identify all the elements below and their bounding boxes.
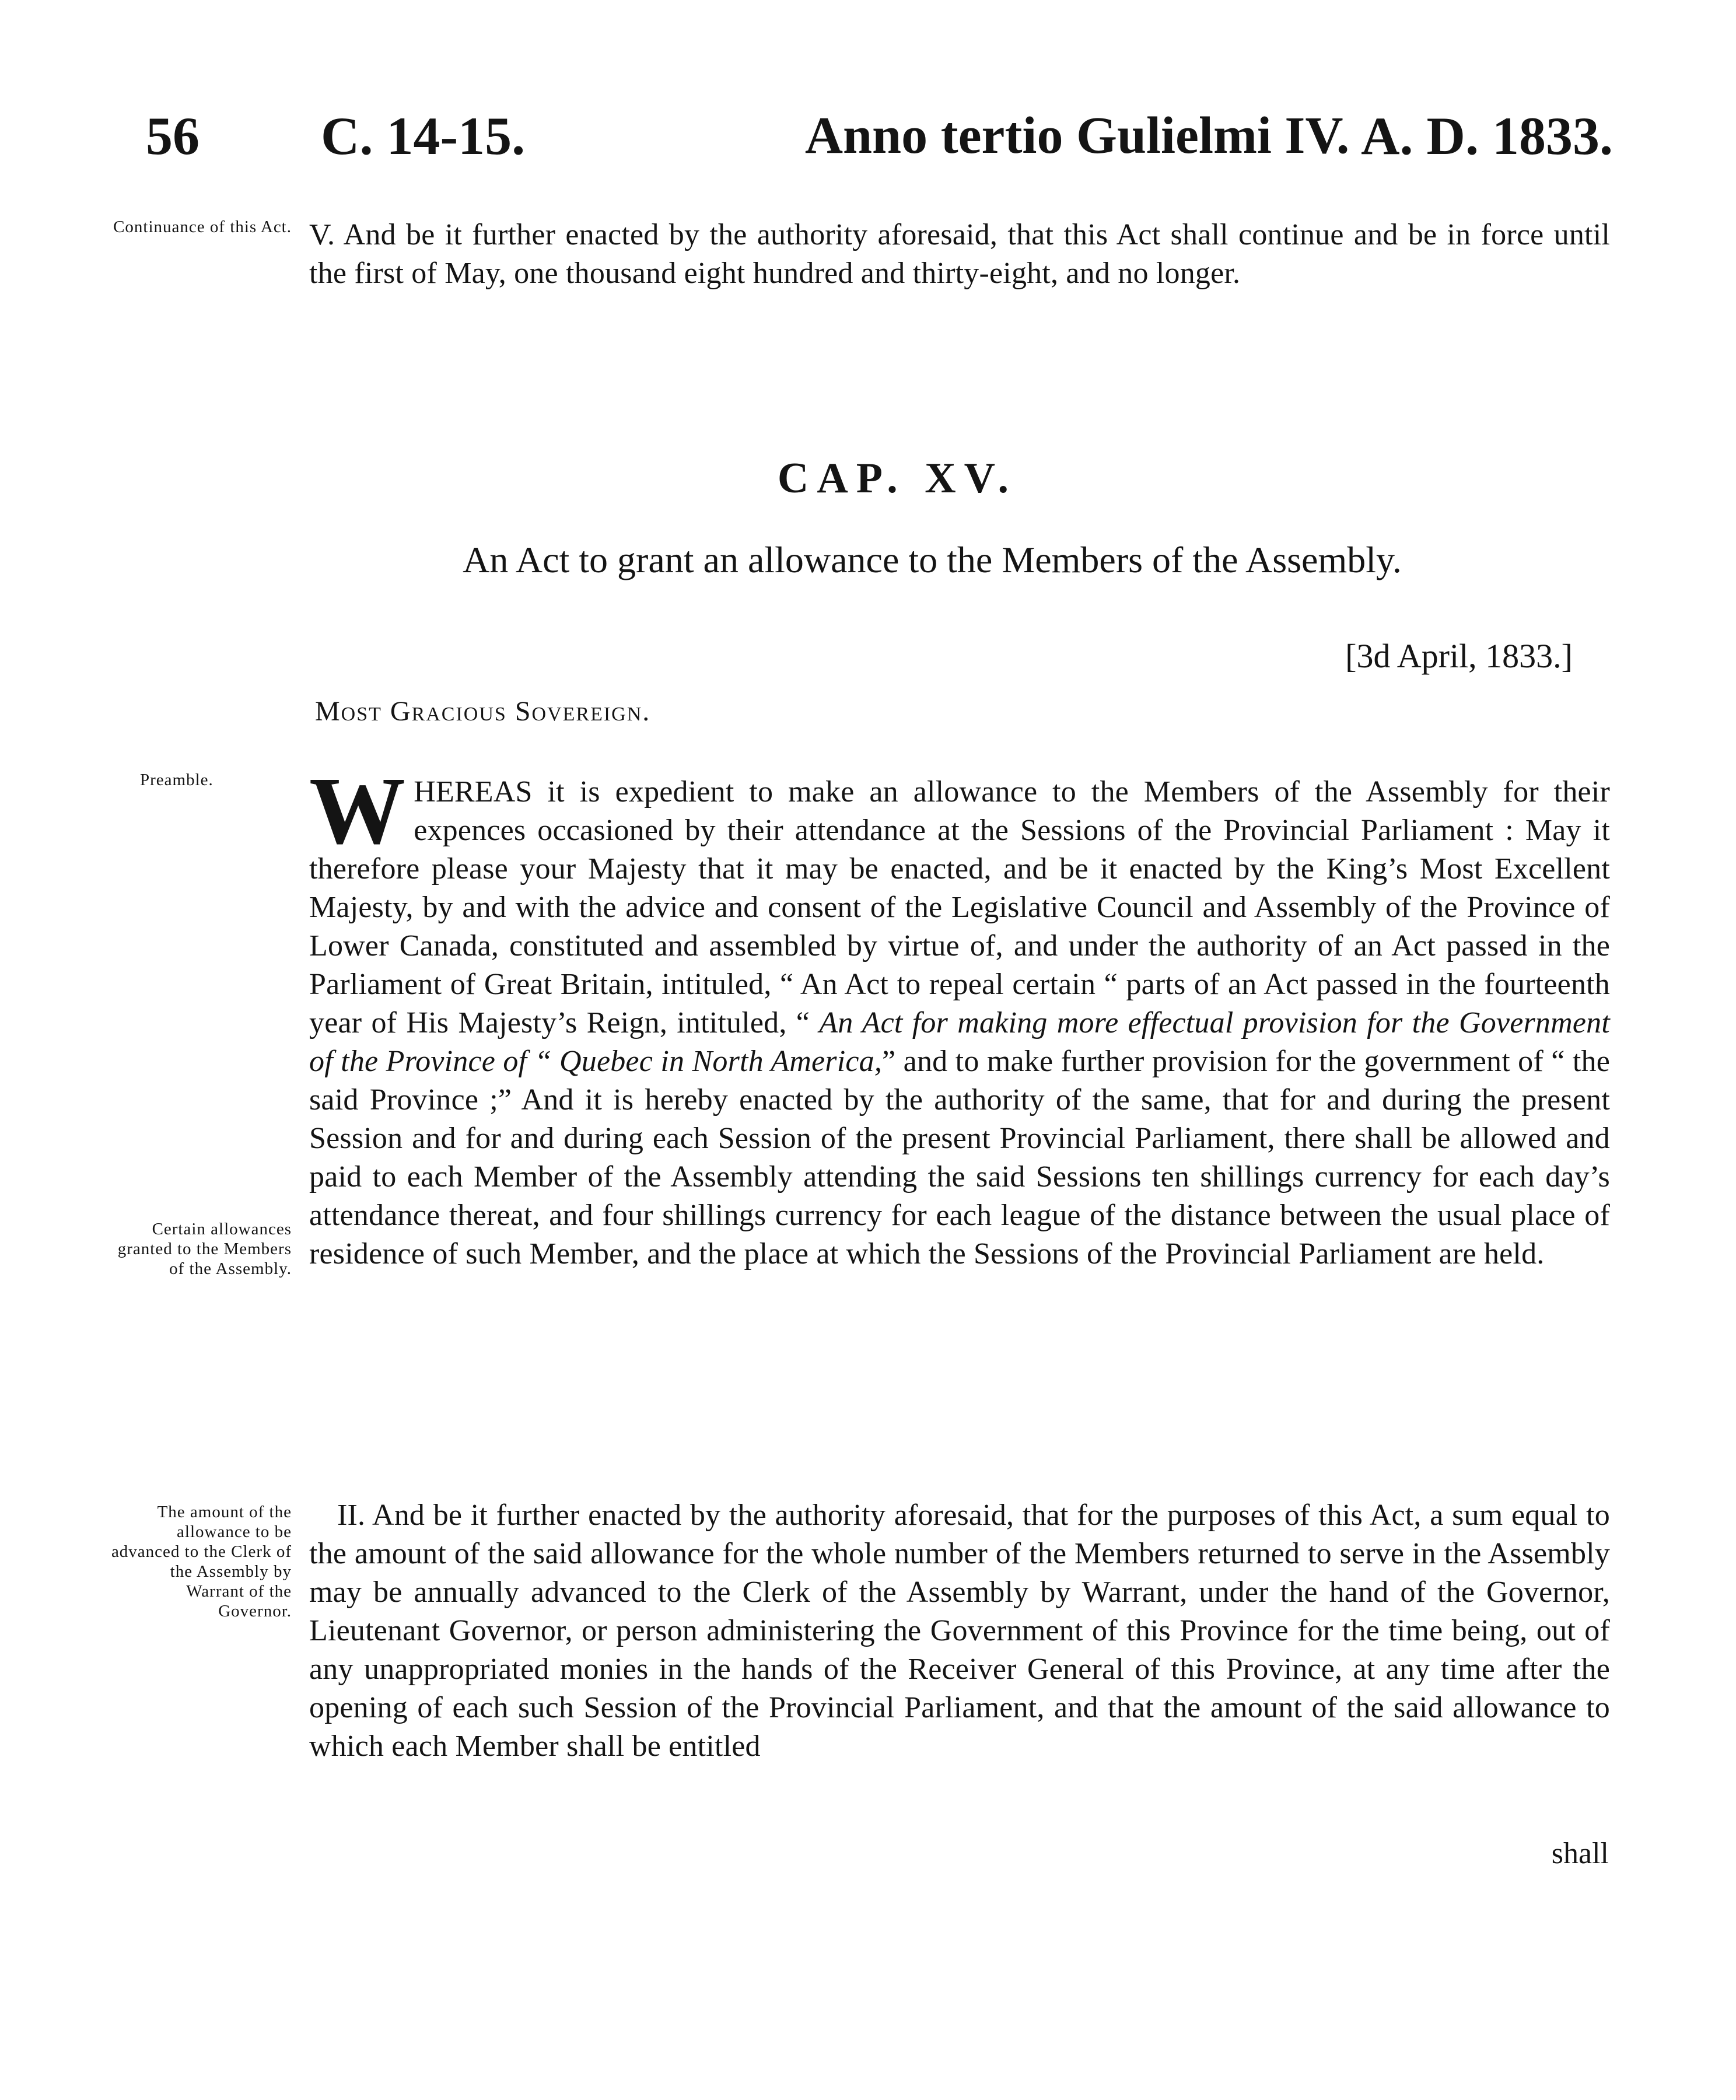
- margin-note-amount: The amount of the allowance to be advanced to the Clerk of the Assembly by Warrant of the Governor.: [111, 1503, 292, 1620]
- catchword: shall: [1551, 1837, 1609, 1870]
- year: A. D. 1833.: [1361, 106, 1613, 166]
- regnal-year: Anno tertio Gulielmi IV.: [805, 107, 1350, 164]
- preamble-text-start: HEREAS it is expedient to make an allowance to the Members of the Assembly for their expences occasioned by their attendance at the Sessions of the Provincial Parliament : May it therefore please your Majesty that it may be enacted, and be it enacted by the King’s Most Excellent Majesty, by and with the advice and consent of the Legislative Council and Assembly of the Province of Lower Canada, constituted and assembled by virtue of, and under the authority of an Act passed in the Parliament of Great Britain, intituled, “ An Act to repeal certain “ parts of an Act passed in the fourteenth year of His Majesty’s Reign, intituled, “: [309, 775, 1610, 1040]
- chapter-title: CAP. XV.: [777, 454, 1017, 502]
- section-v-paragraph: V. And be it further enacted by the authority aforesaid, that this Act shall continue and be in force until the first of May, one thousand eight hundred and thirty-eight, and no longer.: [309, 218, 1610, 290]
- preamble-paragraph: [309, 757, 1611, 1273]
- section-ii-paragraph: [309, 1496, 1610, 1766]
- running-header: [146, 104, 1613, 168]
- preamble-text-end: ” and to make further provision for the government of “ the said Province ;” And it is hereby enacted by the authority of the same, that for and during the present Session and for and during each Session of the present Provincial Parliament, there shall be allowed and paid to each Member of the Assembly attending the said Sessions ten shillings currency for each day’s attendance thereat, and four shillings currency for each league of the distance between the usual place of residence of such Member, and the place at which the Sessions of the Provincial Parliament are held.: [309, 1045, 1610, 1270]
- salutation: Most Gracious Sovereign.: [315, 696, 651, 727]
- chapter-reference: C. 14-15.: [321, 106, 526, 166]
- page-number: 56: [146, 106, 200, 166]
- act-title: An Act to grant an allowance to the Members of the Assembly.: [463, 539, 1402, 580]
- margin-note-allowances: Certain allowances granted to the Members of the Assembly.: [117, 1220, 292, 1278]
- section-ii-text: II. And be it further enacted by the authority aforesaid, that for the purposes of this Act, a sum equal to the amount of the said allowance for the whole number of the Members returned to serve in the Assembly may be annually advanced to the Clerk of the Assembly by Warrant, under the hand of the Governor, Lieutenant Governor, or person administering the Government of this Province for the time being, out of any unappropriated monies in the hands of the Receiver General of this Province, at any time after the opening of each such Session of the Provincial Parliament, and that the amount of the said allowance to which each Member shall be entitled: [309, 1499, 1610, 1763]
- drop-cap: W: [309, 757, 406, 864]
- margin-note-preamble: Preamble.: [140, 771, 214, 789]
- quoted-act-title: An Act for making more effectual provision for the Government of the Province of “ Quebec in North America,: [309, 1006, 1611, 1078]
- margin-note-continuance: Continuance of this Act.: [113, 218, 292, 236]
- act-date: [3d April, 1833.]: [1345, 637, 1573, 675]
